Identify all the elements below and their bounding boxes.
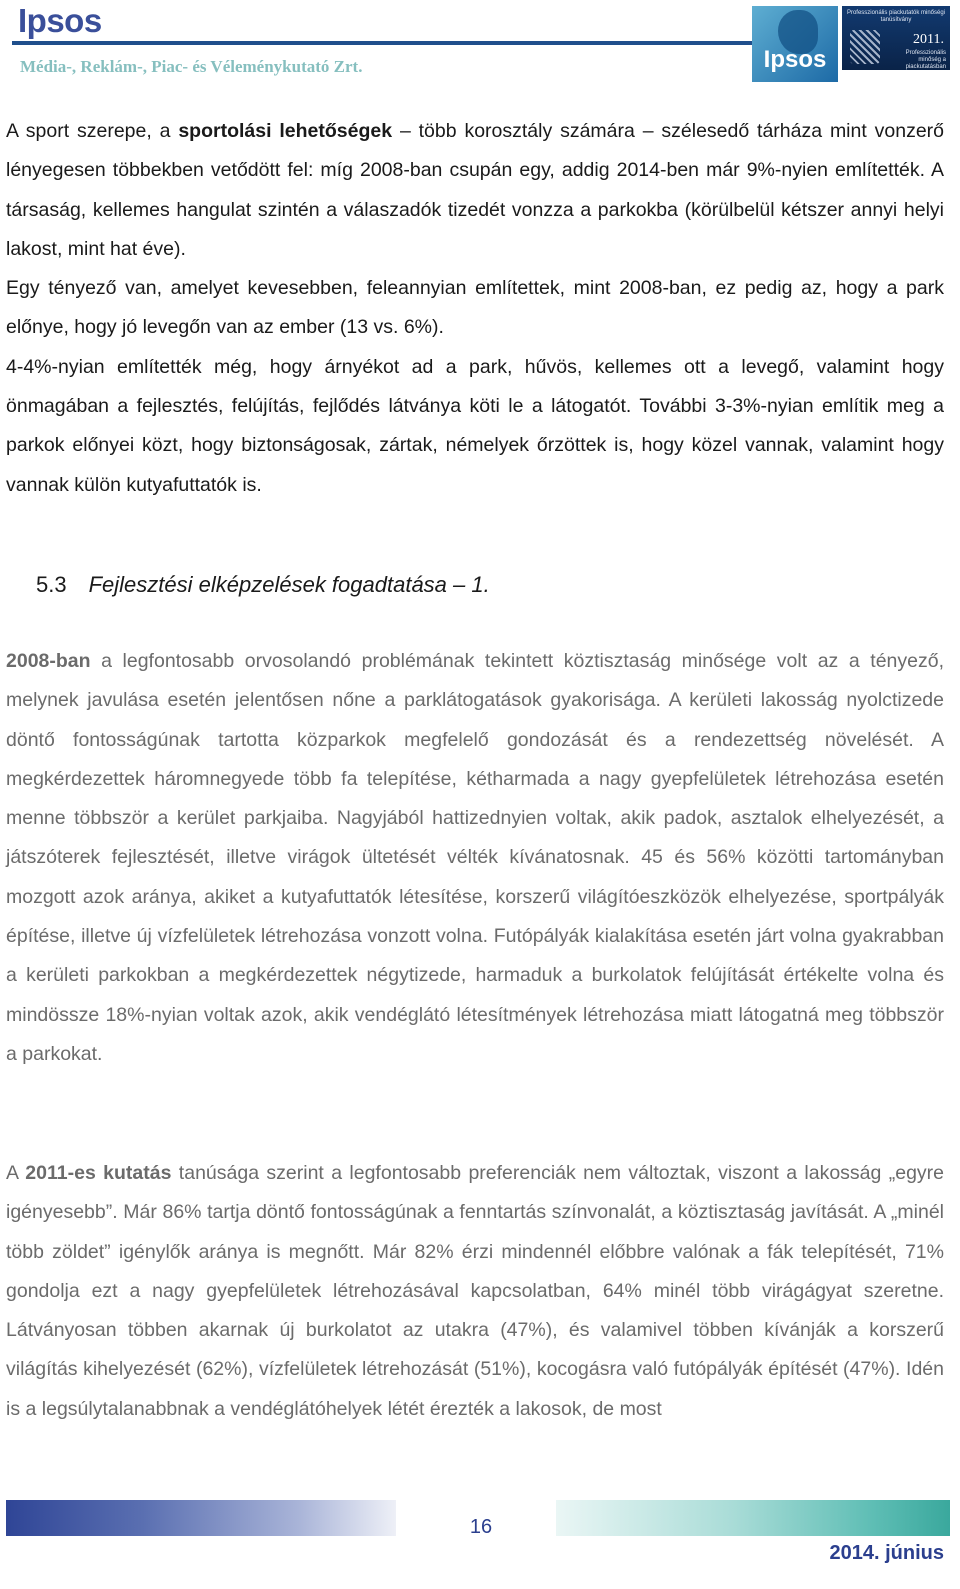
body-text-2008 bbox=[6, 642, 944, 1074]
header-rule bbox=[12, 41, 752, 45]
section-heading bbox=[36, 572, 490, 598]
company-tagline: Média-, Reklám-, Piac- és Véleménykutató Zrt. bbox=[20, 57, 363, 76]
section-title: Fejlesztési elképzelések fogadtatása – 1. bbox=[88, 572, 490, 597]
footer-gradient-left bbox=[6, 1500, 396, 1536]
certificate-caption: Professzionális piackutatók minőségi tanúsítvány bbox=[846, 10, 946, 23]
certificate-subcaption: Professzionális minőség a piackutatásban bbox=[905, 50, 946, 70]
page-number: 16 bbox=[469, 1516, 493, 1538]
body-text-top bbox=[6, 112, 944, 505]
ipsos-wordmark: Ipsos bbox=[18, 2, 102, 39]
certificate-emblem-icon bbox=[850, 30, 880, 64]
paragraph-sport: A sport szerepe, a sportolási lehetőségek – több korosztály számára – szélesedő tárháza mint vonzerő lényegesen többekben vetődött fel: míg 2008-ban csupán egy, addig 2014-ben már 9%-nyien említették. A társaság, kellemes hangulat szintén a válaszadók tizedét vonzza a parkokba (körülbelül kétszer annyi helyi lakost, mint hat éve). bbox=[6, 120, 945, 260]
paragraph-2008: 2008-ban a legfontosabb orvosolandó problémának tekintett köztisztaság minősége volt az a tényező, melynek javulása esetén jelentősen nőne a parklátogatások gyakorisága. A kerületi lakosság nyolctizede döntő fontosságúnak tartotta közparkok megfelelő gondozását és a rendezettség növelését. A megkérdezettek háromnegyede több fa telepítése, kétharmada a nagy gyepfelületek létrehozása esetén menne többször a kerület parkjaiba. Nagyjából hattizednyien voltak, akik padok, asztalok elhelyezését, a játszóterek fejlesztését, illetve virágok ültetését vélték kívánatosnak. 45 és 56% közötti tartományban mozgott azok aránya, akiket a kutyafuttatók létesítése, korszerű világítóeszközök elhelyezése, sportpályák építése, illetve új vízfelületek létrehozása vonzott volna. Futópályák kialakítása esetén járt volna gyakrabban a kerületi parkokban a megkérdezettek négytizede, harmaduk a burkolatok felújítását értékelte volna és mindössze 18%-nyian voltak azok, akik vendéglátó létesítmények létrehozása miatt látogatná meg többször a parkokat. bbox=[6, 650, 944, 1065]
certificate-year: 2011. bbox=[913, 32, 944, 47]
paragraph-2011: A 2011-es kutatás tanúsága szerint a legfontosabb preferenciák nem változtak, viszont a lakosság „egyre igényesebb”. Már 86% tartja döntő fontosságúnak a fenntartás színvonalát, a köztisztaság javítását. A „minél több zöldet” igénylők aránya is megnőtt. Már 82% érzi mindennél előbbre valónak a fák telepítését, 71% gondolja ezt a nagy gyepfelületek létrehozásával kapcsolatban, 64% minél több virágágyat szeretne. Látványosan többen akarnak új burkolatot az utakra (47%), és valamivel többen kívánják a korszerű világítás kihelyezését (62%), vízfelületek létrehozását (51%), kocogásra való futópályák építését (47%). Idén is a legsúlytalanabbnak a vendéglátóhelyek létét érezték a lakosok, de most bbox=[6, 1162, 944, 1420]
logo-text: Ipsos bbox=[763, 46, 827, 73]
section-number: 5.3 bbox=[36, 572, 67, 597]
ipsos-logo bbox=[752, 6, 838, 82]
paragraph-shade: 4-4%-nyian említették még, hogy árnyékot ad a park, hűvös, kellemes ott a levegő, valamint hogy önmagában a fejlesztés, felújítás, fejlődés látványa köti le a látogatót. További 3-3%-nyian említik meg a parkok előnyei közt, hogy biztonságosak, zártak, némelyek őrzöttek is, hogy közel vannak, valamint hogy vannak külön kutyafuttatók is. bbox=[6, 355, 944, 496]
paragraph-fresh-air: Egy tényező van, amelyet kevesebben, feleannyian említettek, mint 2008-ban, ez pedig az, hogy a park előnye, hogy jó levegőn van az ember (13 vs. 6%). bbox=[6, 277, 944, 339]
quality-certificate-badge bbox=[842, 6, 950, 70]
page-header bbox=[0, 0, 960, 85]
footer-gradient-right bbox=[556, 1500, 950, 1536]
body-text-2011 bbox=[6, 1154, 944, 1429]
footer-date: 2014. június bbox=[829, 1542, 944, 1564]
